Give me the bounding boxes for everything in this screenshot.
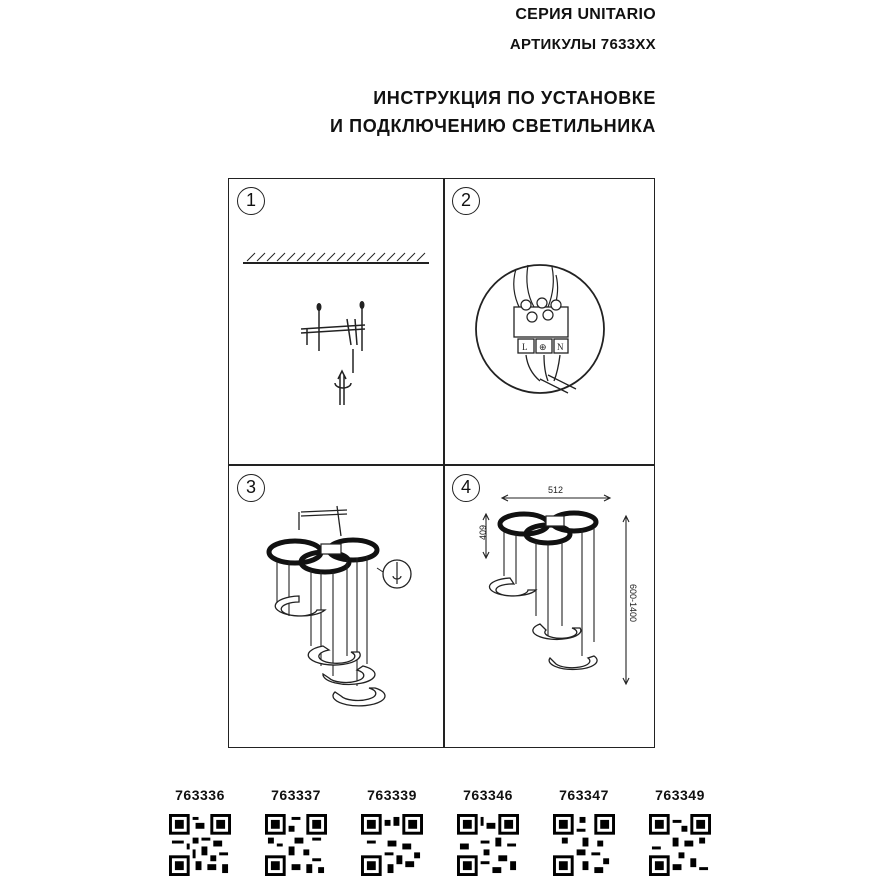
- terminal-label-l: L: [522, 342, 528, 352]
- article-item: [640, 786, 720, 881]
- article-item: [448, 786, 528, 881]
- article-code: 763349: [655, 787, 705, 803]
- article-item: [160, 786, 240, 881]
- article-item: [256, 786, 336, 881]
- qr-code-icon[interactable]: [553, 814, 615, 876]
- qr-code-icon[interactable]: [169, 814, 231, 876]
- dimension-width: 512: [548, 485, 564, 495]
- instruction-steps-grid: [228, 178, 655, 748]
- article-code: 763347: [559, 787, 609, 803]
- series-title: СЕРИЯ UNITARIO: [515, 6, 656, 23]
- dimension-length: 600-1400: [628, 584, 638, 623]
- fixture-assembly-illustration: [229, 466, 442, 750]
- dimensions-illustration: [444, 466, 657, 750]
- wiring-terminal-illustration: [444, 179, 657, 463]
- qr-code-icon[interactable]: [457, 814, 519, 876]
- article-item: [352, 786, 432, 881]
- qr-code-icon[interactable]: [361, 814, 423, 876]
- article-qr-codes: [160, 786, 720, 880]
- instruction-title-line2: И ПОДКЛЮЧЕНИЮ СВЕТИЛЬНИКА: [330, 116, 656, 136]
- dimension-height: 409: [478, 524, 488, 540]
- ceiling-mount-illustration: [229, 179, 442, 463]
- step-number-1: 1: [237, 187, 265, 215]
- instruction-title-line1: ИНСТРУКЦИЯ ПО УСТАНОВКЕ: [373, 88, 656, 108]
- step-panel-1: [229, 179, 442, 463]
- article-code: 763346: [463, 787, 513, 803]
- step-panel-2: [444, 179, 657, 463]
- step-panel-3: [229, 466, 442, 750]
- step-number-4: 4: [452, 474, 480, 502]
- article-code: 763336: [175, 787, 225, 803]
- qr-code-icon[interactable]: [265, 814, 327, 876]
- article-code: 763339: [367, 787, 417, 803]
- articles-subtitle: АРТИКУЛЫ 7633XX: [509, 36, 656, 53]
- step-number-2: 2: [452, 187, 480, 215]
- step-number-3: 3: [237, 474, 265, 502]
- qr-code-icon[interactable]: [649, 814, 711, 876]
- terminal-label-n: N: [557, 342, 564, 352]
- terminal-label-earth: ⊕: [539, 342, 547, 352]
- article-code: 763337: [271, 787, 321, 803]
- step-panel-4: [444, 466, 657, 750]
- article-item: [544, 786, 624, 881]
